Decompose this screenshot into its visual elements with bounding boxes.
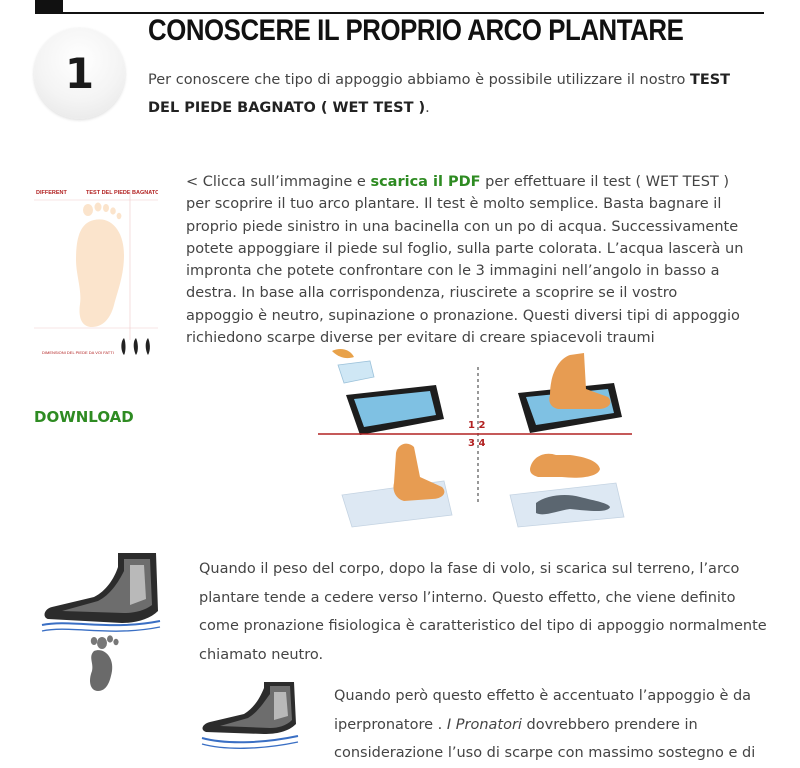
intro-end: .: [425, 100, 430, 116]
page-title: CONOSCERE IL PROPRIO ARCO PLANTARE: [148, 14, 684, 47]
pdf-thumbnail-link[interactable]: [34, 180, 158, 360]
intro-bold: TEST DEL PIEDE BAGNATO ( WET TEST ): [148, 72, 731, 116]
download-link[interactable]: DOWNLOAD: [34, 408, 134, 426]
intro-paragraph: [148, 66, 758, 122]
section3-text-a: Quando però questo effetto è accentuato l’appoggio è da iperpronatore .: [334, 688, 752, 733]
pdf-thumbnail-image: [34, 180, 158, 360]
intro-text: Per conoscere che tipo di appoggio abbiamo è possibile utilizzare il nostro: [148, 72, 690, 88]
section2-paragraph: Quando il peso del corpo, dopo la fase di volo, si scarica sul terreno, l’arco plantare tende a cedere verso l’interno. Questo effetto, che viene definito come pronazione fisiologica è caratteristico del tipo di appoggio normalmente chiamato neutro.: [199, 561, 767, 663]
foot-xray-neutral-image: [40, 553, 162, 691]
wet-label-top: 1 2: [468, 420, 486, 431]
foot-xray-pronator-image: [200, 682, 300, 750]
pdf-download-link[interactable]: scarica il PDF: [370, 174, 481, 190]
section1-text-a: < Clicca sull’immagine e: [186, 174, 371, 190]
section1-paragraph: [186, 171, 746, 349]
wet-test-figure: [318, 345, 632, 530]
section3-italic: I Pronatori: [446, 716, 522, 733]
section1-text-b: per effettuare il test ( WET TEST ) per scoprire il tuo arco plantare. Il test è molto semplice. Basta bagnare il proprio piede sinistro in una bacinella con un po di acqua. Successivamente potete appoggiare il piede sul foglio, sulla parte colorata. L’acqua lascerà un impronta che potete confrontare con le 3 immagini nell’angolo in basso a destra. In base alla corrispondenza, riuscirete a scoprire se il vostro appoggio è neutro, supinazione o pronazione. Questi diversi tipi di appoggio richiedono scarpe diverse per evitare di creare spiacevoli traumi: [186, 174, 744, 347]
wet-label-bottom: 3 4: [468, 438, 486, 449]
step-number-badge: 1: [34, 28, 125, 119]
section3-paragraph: [334, 682, 774, 768]
pdf-header-right: TEST DEL PIEDE BAGNATO: [86, 190, 158, 196]
pdf-header-left: DIFFERENT: [36, 190, 67, 196]
pdf-footer: DIMENSIONI DEL PIEDE DA VOI FATTI: [42, 350, 114, 355]
section3-text-b: dovrebbero prendere in considerazione l’uso di scarpe con massimo sostegno e di: [334, 716, 756, 761]
